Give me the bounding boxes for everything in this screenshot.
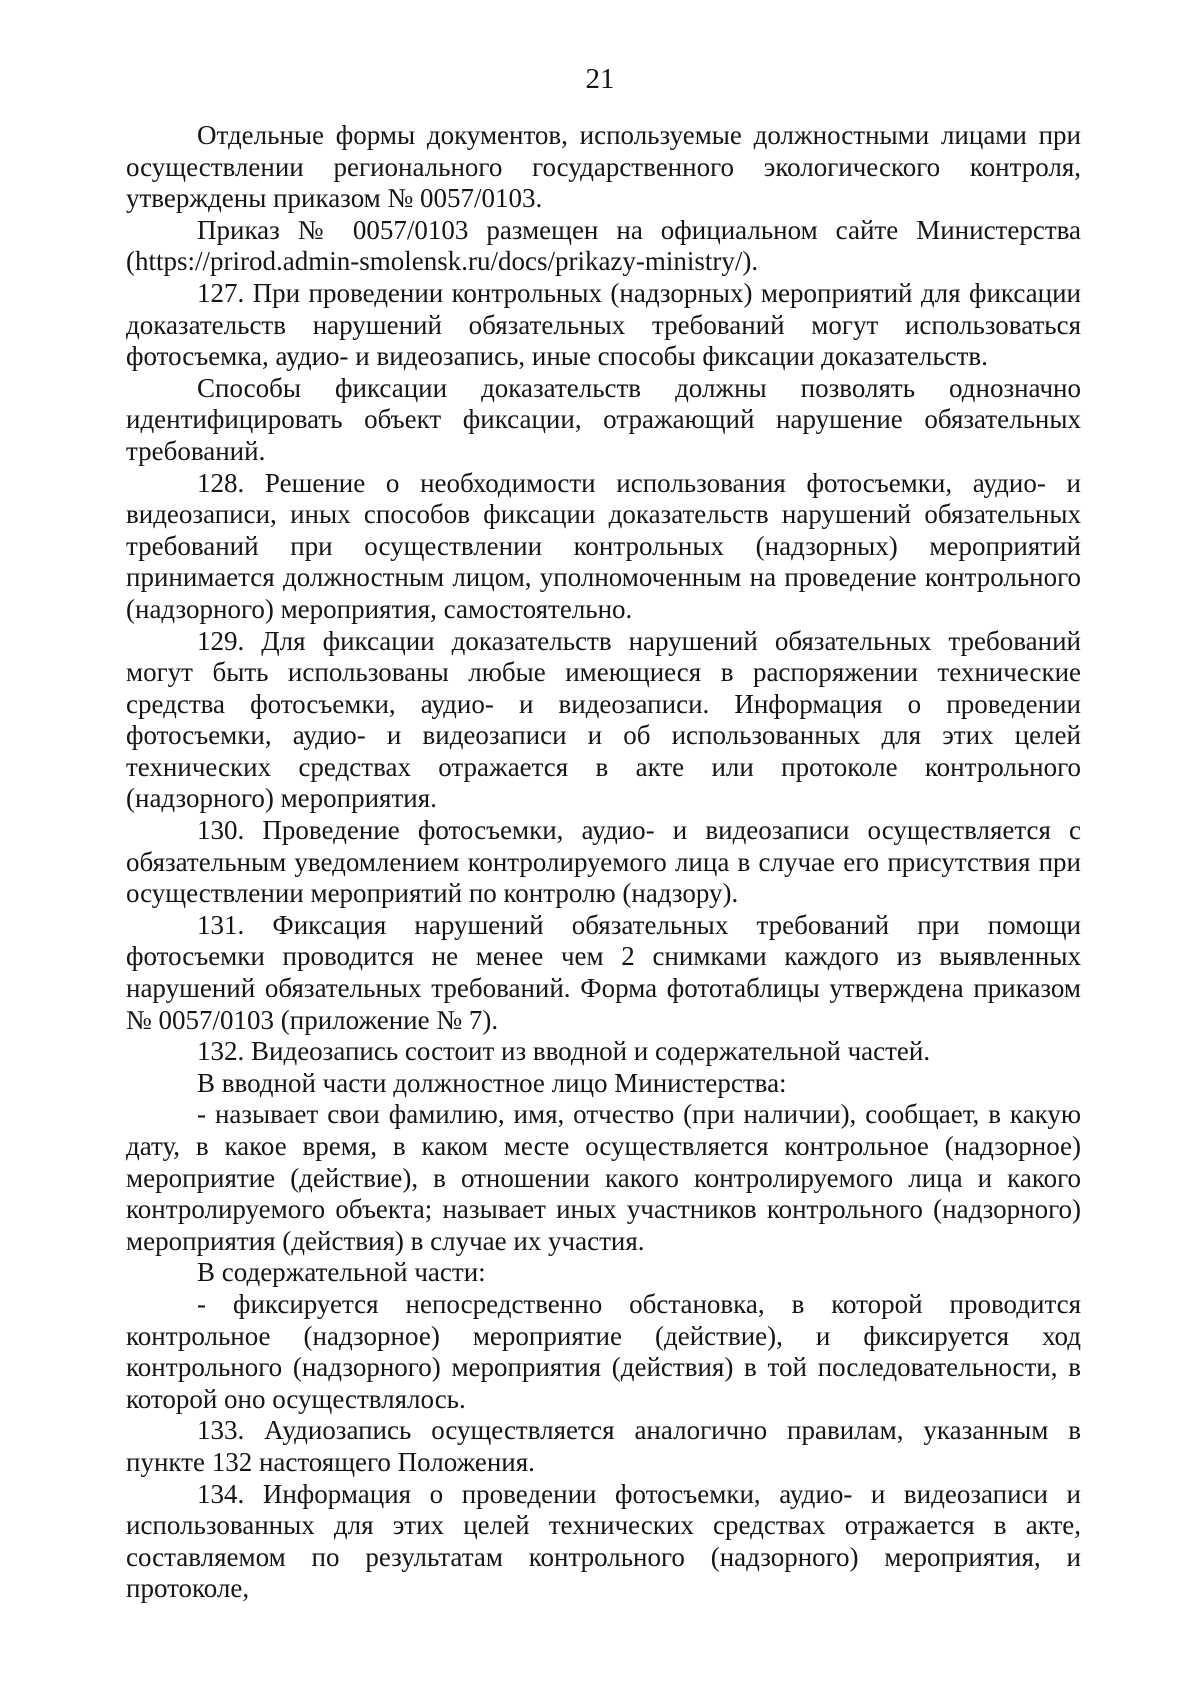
page-number: 21 (585, 63, 615, 95)
paragraph-132: 132. Видеозапись состоит из вводной и содержательной частей. (197, 1036, 931, 1067)
paragraph-128: 128. Решение о необходимости использования фотосъемки, аудио- и видеозаписи, иных способов фиксации доказательств нарушений обязательных требований при осуществлении контрольных (надзорных) мероприятий принимается должностным лицом, уполномоченным на проведение контрольного (надзорного) мероприятия, самостоятельно. (126, 467, 1081, 624)
document-body (126, 120, 1081, 1605)
paragraph-131: 131. Фиксация нарушений обязательных требований при помощи фотосъемки проводится не менее чем 2 снимками каждого из выявленных нарушений обязательных требований. Форма фототаблицы утверждена приказом № 0057/0103 (приложение № 7). (126, 909, 1081, 1035)
paragraph-134: 134. Информация о проведении фотосъемки, аудио- и видеозаписи и использованных для этих целей технических средствах отражается в акте, составляемом по результатам контрольного (надзорного) мероприятия, и протоколе, (126, 1478, 1081, 1604)
paragraph-132-content-part: В содержательной части: (197, 1257, 486, 1288)
paragraph-order-published: Приказ № 0057/0103 размещен на официальном сайте Министерства (https://prirod.admin-smolensk.ru/docs/prikazy-ministry/). (126, 214, 1081, 277)
paragraph-130: 130. Проведение фотосъемки, аудио- и видеозаписи осуществляется с обязательным уведомлением контролируемого лица в случае его присутствия при осуществлении мероприятий по контролю (надзору). (126, 815, 1081, 909)
paragraph-127-methods: Способы фиксации доказательств должны позволять однозначно идентифицировать объект фиксации, отражающий нарушение обязательных требований. (126, 372, 1081, 466)
paragraph-129: 129. Для фиксации доказательств нарушений обязательных требований могут быть использованы любые имеющиеся в распоряжении технические средства фотосъемки, аудио- и видеозаписи. Информация о проведении фотосъемки, аудио- и видеозаписи и об использованных для этих целей технических средствах отражается в акте или протоколе контрольного (надзорного) мероприятия. (126, 625, 1081, 814)
paragraph-127: 127. При проведении контрольных (надзорных) мероприятий для фиксации доказательств нарушений обязательных требований могут использоваться фотосъемка, аудио- и видеозапись, иные способы фиксации доказательств. (126, 277, 1081, 372)
paragraph-132-intro-part: В вводной части должностное лицо Министерства: (197, 1067, 787, 1098)
paragraph-document-forms: Отдельные формы документов, используемые должностными лицами при осуществлении регионального государственного экологического контроля, утверждены приказом № 0057/0103. (126, 120, 1081, 214)
paragraph-133: 133. Аудиозапись осуществляется аналогично правилам, указанным в пункте 132 настоящего Положения. (126, 1415, 1081, 1477)
list-item-content-actions: - фиксируется непосредственно обстановка, в которой проводится контрольное (надзорное) мероприятие (действие), и фиксируется ход контрольного (надзорного) мероприятия (действия) в той последовательности, в которой оно осуществлялось. (126, 1288, 1081, 1414)
list-item-intro-actions: - называет свои фамилию, имя, отчество (при наличии), сообщает, в какую дату, в какое время, в каком месте осуществляется контрольное (надзорное) мероприятие (действие), в отношении какого контролируемого лица и какого контролируемого объекта; называет иных участников контрольного (надзорного) мероприятия (действия) в случае их участия. (126, 1099, 1081, 1256)
